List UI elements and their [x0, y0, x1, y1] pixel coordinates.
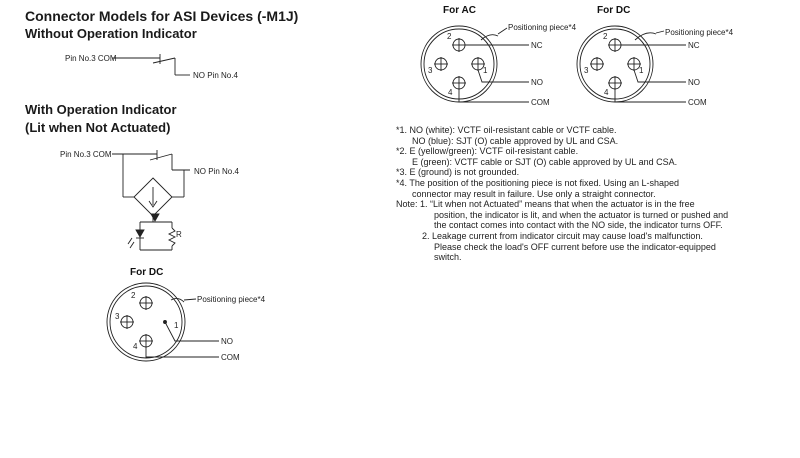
dc-pin-1-label: 1	[639, 66, 644, 75]
note-4a: *4. The position of the positioning piece is not fixed. Using an L-shaped	[396, 177, 680, 188]
note-1a: *1. NO (white): VCTF oil-resistant cable or VCTF cable.	[396, 125, 617, 135]
ac-no-label: NO	[531, 78, 543, 87]
dc-nc-label: NC	[688, 41, 700, 50]
dc-pin-2-label: 2	[603, 32, 608, 41]
left-pin-2-label: 2	[131, 291, 136, 300]
left-for-dc-title: For DC	[130, 267, 164, 278]
ac-com-label: COM	[531, 98, 550, 107]
note-general-2c: switch.	[434, 252, 462, 263]
left-no-label: NO	[221, 337, 233, 346]
dc-positioning-piece-label: Positioning piece*4	[665, 28, 734, 37]
dc-no-label: NO	[688, 78, 700, 87]
note-general-2a: 2. Leakage current from indicator circuit may cause load's malfunction.	[422, 230, 703, 241]
left-pin-4-label: 4	[133, 342, 138, 351]
right-for-dc-title: For DC	[597, 5, 631, 16]
notes-block	[396, 125, 728, 263]
pin3-com-label: Pin No.3 COM	[65, 54, 117, 63]
note-3: *3. E (ground) is not grounded.	[396, 167, 520, 178]
subsection-with-indicator: With Operation Indicator	[25, 102, 177, 117]
ac-nc-label: NC	[531, 41, 543, 50]
no-pin4-label-2: NO Pin No.4	[194, 167, 239, 176]
note-general-1c: the contact comes into contact with the NO side, the indicator turns OFF.	[434, 220, 723, 231]
note-4b: connector may result in failure. Use only a straight connector.	[412, 188, 656, 199]
pin3-com-label-2: Pin No.3 COM	[60, 150, 112, 159]
resistor-label: R	[176, 230, 182, 239]
no-pin4-label: NO Pin No.4	[193, 71, 238, 80]
left-pin-1-label: 1	[174, 321, 179, 330]
note-2b: E (green): VCTF cable or SJT (O) cable approved by UL and CSA.	[412, 156, 678, 167]
note-2a: *2. E (yellow/green): VCTF oil-resistant cable.	[396, 146, 579, 157]
note-general-2b: Please check the load's OFF current before use the indicator-equipped	[434, 241, 716, 252]
section-title: Connector Models for ASI Devices (-M1J)	[25, 8, 299, 24]
note-general-1b: position, the indicator is lit, and when the actuator is turned or pushed and	[434, 209, 729, 220]
ac-pin-3-label: 3	[428, 66, 433, 75]
left-pin-3-label: 3	[115, 312, 120, 321]
ac-positioning-piece-label: Positioning piece*4	[508, 23, 577, 32]
left-positioning-piece-label: Positioning piece*4	[197, 295, 266, 304]
dc-pin-4-label: 4	[604, 88, 609, 97]
ac-pin-2-label: 2	[447, 32, 452, 41]
ac-pin-4-label: 4	[448, 88, 453, 97]
left-com-label: COM	[221, 353, 240, 362]
ac-pin-1-label: 1	[483, 66, 488, 75]
note-general-1a: Note: 1. “Lit when not Actuated” means that when the actuator is in the free	[396, 199, 695, 210]
subsection-lit-when-not-actuated: (Lit when Not Actuated)	[25, 120, 171, 135]
right-for-ac-title: For AC	[443, 5, 476, 16]
dc-pin-3-label: 3	[584, 66, 589, 75]
note-1b: NO (blue): SJT (O) cable approved by UL and CSA.	[412, 135, 619, 146]
subsection-without-indicator: Without Operation Indicator	[25, 26, 197, 41]
dc-com-label: COM	[688, 98, 707, 107]
